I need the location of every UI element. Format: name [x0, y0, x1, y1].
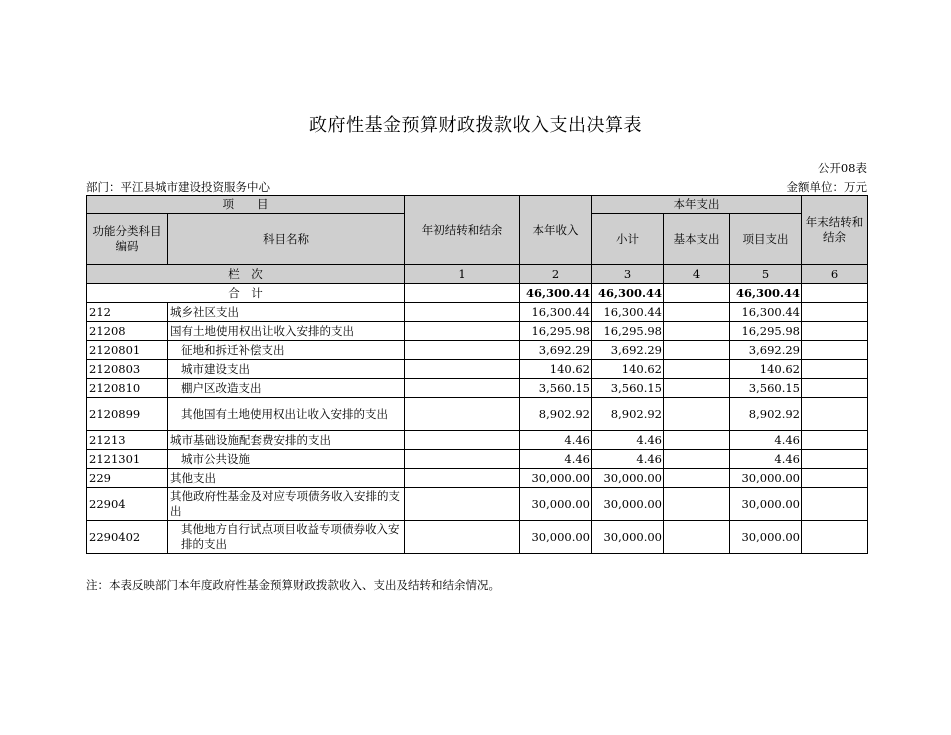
- row-closing: [802, 360, 868, 379]
- row-opening: [405, 521, 520, 554]
- row-name: 城市公共设施: [168, 450, 405, 469]
- col-num: 5: [730, 265, 802, 284]
- row-code: 212: [87, 303, 168, 322]
- row-opening: [405, 322, 520, 341]
- row-income: 4.46: [520, 431, 592, 450]
- page-title: 政府性基金预算财政拨款收入支出决算表: [309, 115, 642, 136]
- row-subtotal: 16,295.98: [592, 322, 664, 341]
- header-subtotal: 小计: [592, 214, 664, 265]
- row-name: 国有土地使用权出让收入安排的支出: [168, 322, 405, 341]
- table-row: [87, 322, 868, 341]
- row-name: 其他地方自行试点项目收益专项债券收入安排的支出: [168, 521, 405, 554]
- row-subtotal: 30,000.00: [592, 488, 664, 521]
- row-project-exp: 30,000.00: [730, 469, 802, 488]
- total-closing: [802, 284, 868, 303]
- row-income: 16,300.44: [520, 303, 592, 322]
- table-row: [87, 450, 868, 469]
- row-opening: [405, 398, 520, 431]
- header-project: 项 目: [87, 196, 405, 214]
- table-row: [87, 379, 868, 398]
- table-row: [87, 341, 868, 360]
- row-code: 2120810: [87, 379, 168, 398]
- row-subtotal: 30,000.00: [592, 469, 664, 488]
- row-opening: [405, 488, 520, 521]
- row-code: 229: [87, 469, 168, 488]
- total-subtotal: 46,300.44: [592, 284, 664, 303]
- row-income: 3,692.29: [520, 341, 592, 360]
- table-row: [87, 398, 868, 431]
- row-basic: [664, 379, 730, 398]
- row-opening: [405, 379, 520, 398]
- row-code: 21213: [87, 431, 168, 450]
- row-closing: [802, 322, 868, 341]
- row-income: 16,295.98: [520, 322, 592, 341]
- row-project-exp: 4.46: [730, 450, 802, 469]
- row-name: 其他国有土地使用权出让收入安排的支出: [168, 398, 405, 431]
- header-income: 本年收入: [520, 196, 592, 265]
- row-code: 2121301: [87, 450, 168, 469]
- header-project-exp: 项目支出: [730, 214, 802, 265]
- header-closing-balance: 年末结转和结余: [802, 196, 868, 265]
- row-subtotal: 4.46: [592, 450, 664, 469]
- col-num: 6: [802, 265, 868, 284]
- row-name: 城乡社区支出: [168, 303, 405, 322]
- row-closing: [802, 431, 868, 450]
- table-row: [87, 469, 868, 488]
- row-project-exp: 16,300.44: [730, 303, 802, 322]
- row-opening: [405, 303, 520, 322]
- row-opening: [405, 431, 520, 450]
- row-subtotal: 8,902.92: [592, 398, 664, 431]
- total-opening: [405, 284, 520, 303]
- row-basic: [664, 469, 730, 488]
- table-row: [87, 521, 868, 554]
- col-num: 4: [664, 265, 730, 284]
- header-expenditure: 本年支出: [592, 196, 802, 214]
- total-income: 46,300.44: [520, 284, 592, 303]
- row-project-exp: 3,560.15: [730, 379, 802, 398]
- row-code: 2290402: [87, 521, 168, 554]
- header-opening-balance: 年初结转和结余: [405, 196, 520, 265]
- row-project-exp: 3,692.29: [730, 341, 802, 360]
- col-num: 2: [520, 265, 592, 284]
- row-income: 8,902.92: [520, 398, 592, 431]
- row-basic: [664, 450, 730, 469]
- table-row: [87, 431, 868, 450]
- total-label: 合 计: [87, 284, 405, 303]
- row-code: 21208: [87, 322, 168, 341]
- row-project-exp: 8,902.92: [730, 398, 802, 431]
- row-subtotal: 4.46: [592, 431, 664, 450]
- total-basic: [664, 284, 730, 303]
- row-closing: [802, 488, 868, 521]
- row-income: 30,000.00: [520, 469, 592, 488]
- row-basic: [664, 341, 730, 360]
- row-basic: [664, 360, 730, 379]
- col-num: 1: [405, 265, 520, 284]
- row-subtotal: 3,560.15: [592, 379, 664, 398]
- header-column-seq: 栏 次: [87, 265, 405, 284]
- row-opening: [405, 360, 520, 379]
- total-project-exp: 46,300.44: [730, 284, 802, 303]
- row-closing: [802, 341, 868, 360]
- row-name: 棚户区改造支出: [168, 379, 405, 398]
- row-subtotal: 3,692.29: [592, 341, 664, 360]
- row-subtotal: 30,000.00: [592, 521, 664, 554]
- row-income: 3,560.15: [520, 379, 592, 398]
- row-project-exp: 30,000.00: [730, 521, 802, 554]
- row-opening: [405, 450, 520, 469]
- row-name: 征地和拆迁补偿支出: [168, 341, 405, 360]
- header-subject-name: 科目名称: [168, 214, 405, 265]
- row-closing: [802, 398, 868, 431]
- row-code: 2120899: [87, 398, 168, 431]
- footnote: 注：本表反映部门本年度政府性基金预算财政拨款收入、支出及结转和结余情况。: [86, 578, 500, 592]
- department-label: 部门：平江县城市建设投资服务中心: [86, 180, 270, 194]
- row-subtotal: 140.62: [592, 360, 664, 379]
- row-name: 其他政府性基金及对应专项债务收入安排的支出: [168, 488, 405, 521]
- row-income: 30,000.00: [520, 488, 592, 521]
- table-row: [87, 360, 868, 379]
- unit-label: 金额单位：万元: [786, 180, 867, 194]
- row-project-exp: 4.46: [730, 431, 802, 450]
- row-closing: [802, 379, 868, 398]
- form-number: 公开08表: [817, 161, 867, 175]
- table-row: [87, 488, 868, 521]
- row-income: 140.62: [520, 360, 592, 379]
- row-basic: [664, 322, 730, 341]
- row-basic: [664, 303, 730, 322]
- table-row: [87, 303, 868, 322]
- row-basic: [664, 488, 730, 521]
- row-project-exp: 140.62: [730, 360, 802, 379]
- header-basic: 基本支出: [664, 214, 730, 265]
- header-func-code: 功能分类科目编码: [87, 214, 168, 265]
- col-num: 3: [592, 265, 664, 284]
- row-name: 其他支出: [168, 469, 405, 488]
- row-closing: [802, 303, 868, 322]
- row-closing: [802, 450, 868, 469]
- row-opening: [405, 469, 520, 488]
- budget-table: [86, 195, 868, 554]
- row-closing: [802, 521, 868, 554]
- row-basic: [664, 431, 730, 450]
- total-row: [87, 284, 868, 303]
- row-code: 2120803: [87, 360, 168, 379]
- row-income: 4.46: [520, 450, 592, 469]
- row-name: 城市建设支出: [168, 360, 405, 379]
- row-opening: [405, 341, 520, 360]
- row-income: 30,000.00: [520, 521, 592, 554]
- row-project-exp: 30,000.00: [730, 488, 802, 521]
- row-name: 城市基础设施配套费安排的支出: [168, 431, 405, 450]
- row-basic: [664, 398, 730, 431]
- row-closing: [802, 469, 868, 488]
- row-code: 2120801: [87, 341, 168, 360]
- row-project-exp: 16,295.98: [730, 322, 802, 341]
- row-basic: [664, 521, 730, 554]
- row-code: 22904: [87, 488, 168, 521]
- row-subtotal: 16,300.44: [592, 303, 664, 322]
